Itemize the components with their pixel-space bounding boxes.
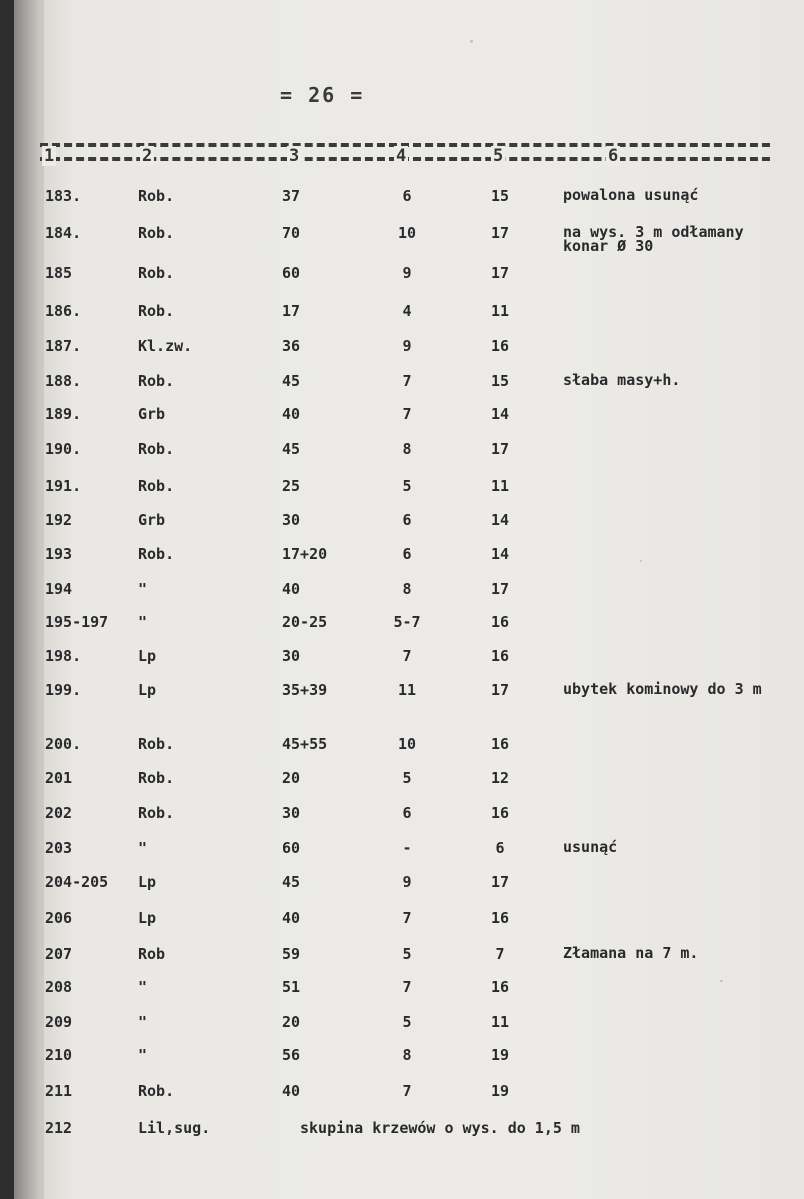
cell-diameter: 36 [282,337,301,355]
cell-species: Rob. [138,372,175,390]
cell-crown-width: 11 [397,681,417,699]
cell-row-number: 184. [45,224,82,242]
cell-species: " [138,613,148,631]
cell-diameter: 30 [282,804,301,822]
cell-height: 17 [490,580,510,598]
cell-species: Kl.zw. [138,337,193,355]
cell-row-number: 186. [45,302,82,320]
cell-height: 17 [490,440,510,458]
cell-row-number: 188. [45,372,82,390]
cell-height: 15 [490,187,510,205]
cell-species: Rob. [138,804,175,822]
table-row [0,512,804,536]
cell-diameter: 20 [282,1013,301,1031]
cell-height: 17 [490,873,510,891]
cell-species: Grb [138,511,166,529]
cell-height: 6 [495,839,505,857]
cell-species: Lp [138,909,157,927]
cell-diameter: 20-25 [282,613,328,631]
table-row [0,1083,804,1107]
cell-crown-width: 5 [402,1013,412,1031]
table-row [0,979,804,1003]
cell-crown-width: 9 [402,873,412,891]
cell-diameter: 59 [282,945,301,963]
cell-row-number: 187. [45,337,82,355]
table-row [0,805,804,829]
cell-height: 19 [490,1082,510,1100]
cell-height: 17 [490,264,510,282]
cell-row-number: 198. [45,647,82,665]
column-header-2: 2 [142,146,153,166]
cell-remarks: powalona usunąć [563,186,699,204]
cell-crown-width: 8 [402,580,412,598]
cell-species: " [138,1013,148,1031]
table-row [0,1014,804,1038]
cell-row-number: 208 [45,978,73,996]
table-row [0,1047,804,1071]
cell-diameter: 45 [282,440,301,458]
cell-height: 15 [490,372,510,390]
cell-diameter: 56 [282,1046,301,1064]
cell-row-number: 194 [45,580,73,598]
cell-crown-width: 7 [402,647,412,665]
cell-crown-width: 5 [402,477,412,495]
table-row [0,840,804,864]
cell-row-number: 211 [45,1082,73,1100]
table-row [0,265,804,289]
cell-diameter: 40 [282,580,301,598]
cell-diameter: 25 [282,477,301,495]
cell-species: " [138,580,148,598]
table-row [0,441,804,465]
cell-species: Rob. [138,264,175,282]
table-row [0,406,804,430]
cell-species: Lp [138,647,157,665]
cell-crown-width: 6 [402,804,412,822]
cell-remarks: słaba masy+h. [563,371,681,389]
cell-height: 11 [490,302,510,320]
cell-height: 11 [490,1013,510,1031]
cell-crown-width: 5-7 [393,613,421,631]
cell-row-number: 199. [45,681,82,699]
cell-height: 17 [490,681,510,699]
cell-crown-width: 7 [402,405,412,423]
cell-diameter: 45+55 [282,735,328,753]
cell-row-number: 209 [45,1013,73,1031]
cell-crown-width: - [402,839,412,857]
column-header-4: 4 [396,146,407,166]
cell-diameter: 35+39 [282,681,328,699]
table-row [0,736,804,760]
cell-diameter: 30 [282,511,301,529]
cell-species: Rob. [138,224,175,242]
cell-height: 16 [490,909,510,927]
cell-species: Rob. [138,1082,175,1100]
cell-row-number: 210 [45,1046,73,1064]
cell-diameter: 30 [282,647,301,665]
cell-species: Rob. [138,187,175,205]
cell-crown-width: 7 [402,372,412,390]
column-header-1: 1 [44,146,55,166]
cell-height: 19 [490,1046,510,1064]
cell-height: 16 [490,804,510,822]
paper-speck [720,980,723,982]
table-row [0,614,804,638]
cell-row-number: 212 [45,1119,73,1137]
table-row [0,874,804,898]
table-row [0,303,804,327]
cell-diameter: 40 [282,909,301,927]
cell-height: 14 [490,545,510,563]
cell-row-number: 207 [45,945,73,963]
cell-crown-width: 6 [402,545,412,563]
paper-speck [470,40,473,43]
cell-crown-width: 6 [402,187,412,205]
cell-diameter: 40 [282,405,301,423]
cell-diameter: 17+20 [282,545,328,563]
cell-crown-width: 8 [402,1046,412,1064]
cell-row-number: 204-205 [45,873,109,891]
paper-speck [640,560,642,562]
table-row [0,682,804,706]
table-row [0,338,804,362]
cell-row-number: 203 [45,839,73,857]
cell-row-number: 193 [45,545,73,563]
cell-species: Rob. [138,769,175,787]
table-row [0,946,804,970]
cell-crown-width: 4 [402,302,412,320]
cell-species: " [138,1046,148,1064]
cell-height: 16 [490,978,510,996]
cell-diameter: 51 [282,978,301,996]
cell-row-number: 200. [45,735,82,753]
cell-remarks: Złamana na 7 m. [563,944,699,962]
cell-row-number: 189. [45,405,82,423]
cell-crown-width: 7 [402,978,412,996]
cell-diameter: 60 [282,264,301,282]
cell-row-number: 183. [45,187,82,205]
cell-crown-width: 8 [402,440,412,458]
cell-remarks: ubytek kominowy do 3 m [563,680,762,698]
cell-remarks: usunąć [563,838,618,856]
cell-crown-width: 5 [402,945,412,963]
table-row [0,373,804,397]
cell-height: 17 [490,224,510,242]
cell-crown-width: 7 [402,1082,412,1100]
cell-crown-width: 9 [402,264,412,282]
table-row [0,478,804,502]
cell-crown-width: 6 [402,511,412,529]
table-row [0,648,804,672]
cell-crown-width: 10 [397,735,417,753]
cell-remarks: na wys. 3 m odłamany konar Ø 30 [563,223,744,255]
cell-species: Rob. [138,735,175,753]
table-row [0,581,804,605]
cell-species: Rob. [138,440,175,458]
table-row [0,910,804,934]
cell-diameter: 45 [282,372,301,390]
column-header-5: 5 [493,146,504,166]
cell-species: Lp [138,873,157,891]
cell-diameter: 20 [282,769,301,787]
cell-height: 11 [490,477,510,495]
cell-row-number: 206 [45,909,73,927]
cell-height: 14 [490,511,510,529]
cell-species: Rob. [138,302,175,320]
cell-diameter: 70 [282,224,301,242]
cell-row-number: 202 [45,804,73,822]
cell-species: Grb [138,405,166,423]
page-number: = 26 = [280,83,365,107]
column-header-6: 6 [608,146,619,166]
cell-crown-width: 7 [402,909,412,927]
cell-height: 16 [490,337,510,355]
cell-species: " [138,978,148,996]
table-row [0,188,804,212]
cell-remarks: skupina krzewów o wys. do 1,5 m [300,1119,580,1137]
column-header-3: 3 [289,146,300,166]
cell-crown-width: 9 [402,337,412,355]
cell-row-number: 201 [45,769,73,787]
cell-height: 7 [495,945,505,963]
cell-crown-width: 10 [397,224,417,242]
cell-species: Rob. [138,545,175,563]
cell-diameter: 17 [282,302,301,320]
cell-species: Lp [138,681,157,699]
cell-species: " [138,839,148,857]
cell-row-number: 185 [45,264,73,282]
cell-species: Rob [138,945,166,963]
cell-row-number: 195-197 [45,613,109,631]
cell-species: Rob. [138,477,175,495]
cell-height: 14 [490,405,510,423]
table-row [0,223,804,255]
cell-diameter: 37 [282,187,301,205]
cell-row-number: 192 [45,511,73,529]
cell-diameter: 45 [282,873,301,891]
cell-crown-width: 5 [402,769,412,787]
cell-diameter: 60 [282,839,301,857]
cell-row-number: 191. [45,477,82,495]
cell-species: Lil,sug. [138,1119,211,1137]
cell-diameter: 40 [282,1082,301,1100]
cell-height: 16 [490,647,510,665]
cell-height: 12 [490,769,510,787]
cell-row-number: 190. [45,440,82,458]
table-row [0,546,804,570]
table-row [0,1120,804,1144]
cell-height: 16 [490,613,510,631]
cell-height: 16 [490,735,510,753]
table-row [0,770,804,794]
